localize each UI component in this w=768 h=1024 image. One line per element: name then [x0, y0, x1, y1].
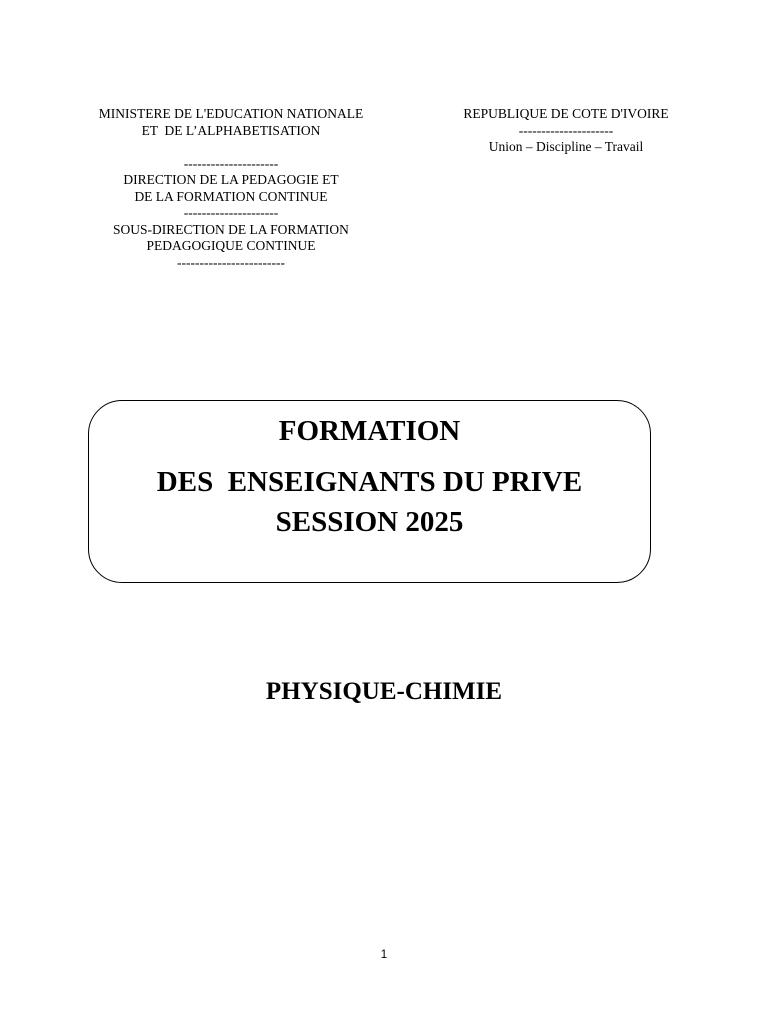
- direction-name-line1: DIRECTION DE LA PEDAGOGIE ET: [123, 172, 339, 187]
- republic-name: REPUBLIQUE DE COTE D'IVOIRE: [463, 106, 669, 121]
- separator-line: ------------------------: [177, 254, 285, 270]
- title-line-enseignants: DES ENSEIGNANTS DU PRIVE: [156, 466, 583, 498]
- direction-name-line2: DE LA FORMATION CONTINUE: [134, 188, 328, 204]
- title-line-session: SESSION 2025: [275, 506, 464, 538]
- republic-header: [432, 106, 700, 156]
- title-line-formation: FORMATION: [278, 415, 461, 447]
- page-number: 1: [380, 949, 388, 961]
- separator-line: ---------------------: [183, 155, 279, 171]
- sub-direction-name-line1: SOUS-DIRECTION DE LA FORMATION: [113, 221, 349, 237]
- national-motto: Union – Discipline – Travail: [488, 139, 644, 154]
- ministry-header: [70, 106, 392, 271]
- separator-line: ---------------------: [183, 205, 279, 220]
- title-box: [88, 400, 651, 583]
- subject-title: PHYSIQUE-CHIMIE: [265, 678, 503, 705]
- sub-direction-name-line2: PEDAGOGIQUE CONTINUE: [146, 238, 316, 253]
- ministry-name-line1: MINISTERE DE L'EDUCATION NATIONALE: [98, 106, 364, 121]
- header-blank-line: [70, 139, 392, 156]
- separator-line: ---------------------: [518, 122, 614, 138]
- ministry-name-line2: ET DE L’ALPHABETISATION: [141, 122, 321, 138]
